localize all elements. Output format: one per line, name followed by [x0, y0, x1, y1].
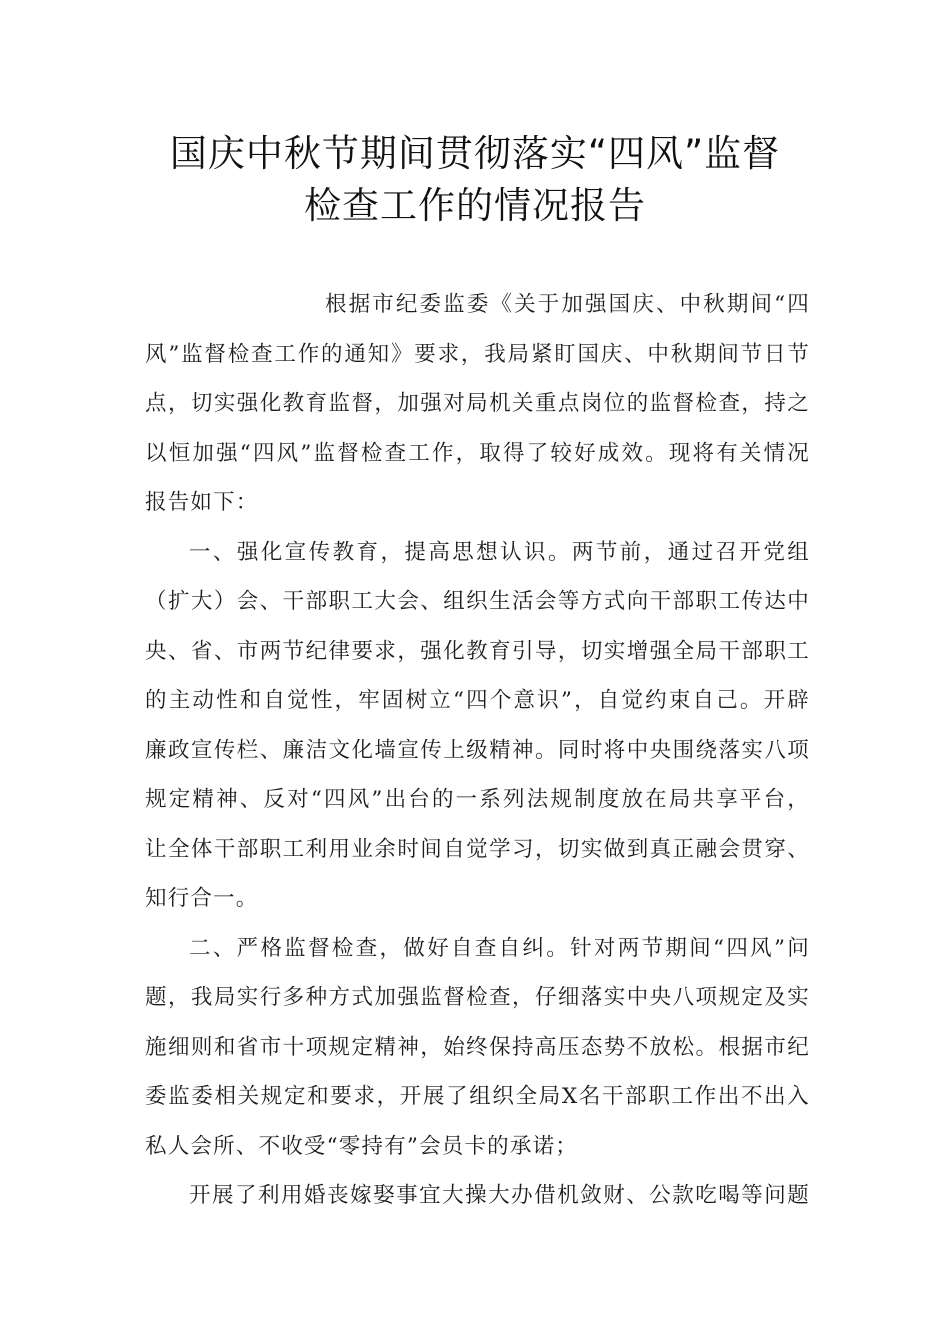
body-line: 一、强化宣传教育，提高思想认识。两节前，通过召开党组: [189, 539, 810, 565]
body-line: 委监委相关规定和要求，开展了组织全局X名干部职工作出不出入: [145, 1084, 810, 1109]
paragraph-intro: [145, 280, 810, 528]
body-line: 报告如下：: [145, 490, 259, 515]
body-line: 施细则和省市十项规定精神，始终保持高压态势不放松。根据市纪: [145, 1034, 810, 1060]
title-line-2: 检查工作的情况报告: [304, 184, 646, 227]
document-body: [145, 280, 810, 1221]
paragraph-section-one: [145, 528, 810, 924]
body-line: 题，我局实行多种方式加强监督检查，仔细落实中央八项规定及实: [145, 985, 810, 1010]
title-line-1: 国庆中秋节期间贯彻落实“四风”监督: [169, 132, 781, 175]
body-line: 让全体干部职工利用业余时间自觉学习，切实做到真正融会贯穿、: [145, 836, 810, 862]
body-line: 私人会所、不收受“零持有”会员卡的承诺；: [145, 1133, 578, 1159]
body-line: 廉政宣传栏、廉洁文化墙宣传上级精神。同时将中央围绕落实八项: [145, 737, 810, 763]
paragraph-continuation: [145, 1171, 810, 1221]
body-line: 风”监督检查工作的通知》要求，我局紧盯国庆、中秋期间节日节: [145, 341, 810, 367]
body-line: 根据市纪委监委《关于加强国庆、中秋期间“四: [325, 292, 810, 317]
body-line: 二、严格监督检查，做好自查自纠。针对两节期间“四风”问: [189, 935, 810, 961]
body-line: 开展了利用婚丧嫁娶事宜大操大办借机敛财、公款吃喝等问题: [189, 1183, 810, 1208]
body-line: （扩大）会、干部职工大会、组织生活会等方式向干部职工传达中: [145, 589, 810, 614]
body-line: 点，切实强化教育监督，加强对局机关重点岗位的监督检查，持之: [145, 391, 810, 416]
body-line: 规定精神、反对“四风”出台的一系列法规制度放在局共享平台，: [145, 787, 810, 812]
body-line: 以恒加强“四风”监督检查工作，取得了较好成效。现将有关情况: [145, 440, 810, 466]
body-line: 央、省、市两节纪律要求，强化教育引导，切实增强全局干部职工: [145, 638, 810, 664]
document-title: [120, 128, 830, 232]
paragraph-section-two: [145, 924, 810, 1172]
body-line: 知行合一。: [145, 886, 259, 911]
body-line: 的主动性和自觉性，牢固树立“四个意识”，自觉约束自己。开辟: [145, 688, 810, 713]
